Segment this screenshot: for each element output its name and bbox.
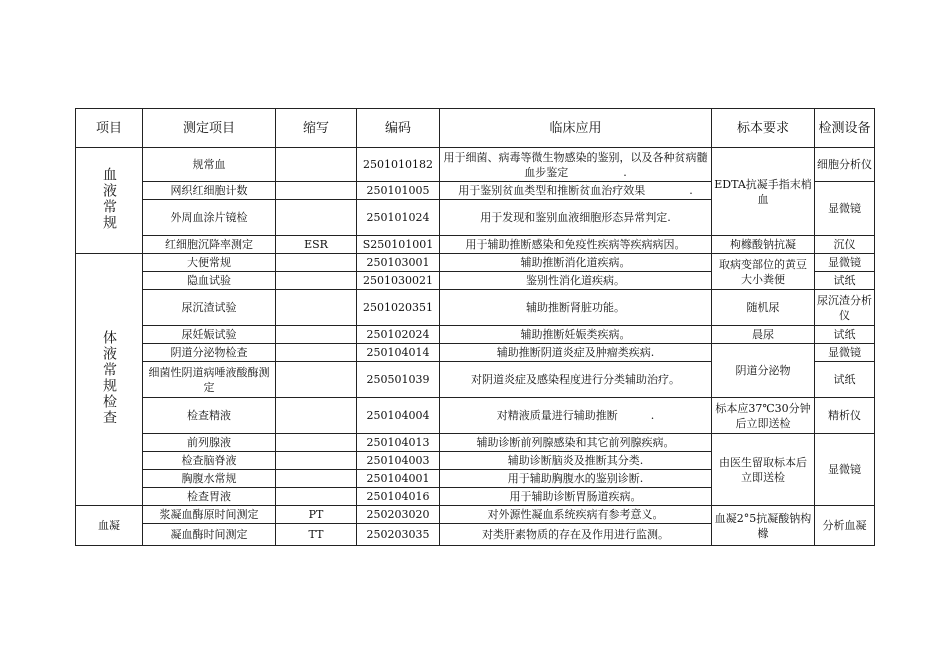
abbr-cell <box>276 290 357 326</box>
item-cell: 检查精液 <box>143 398 276 434</box>
lab-test-table <box>75 108 875 546</box>
group-cell <box>76 254 143 506</box>
header-row <box>76 109 875 148</box>
device-cell: 显微镜 <box>815 182 875 236</box>
use-cell: 辅助诊断前列腺感染和其它前列腺疾病。 <box>440 434 712 452</box>
code-cell: 250104016 <box>357 488 440 506</box>
use-cell: 对类肝素物质的存在及作用进行监测。 <box>440 524 712 546</box>
abbr-cell <box>276 452 357 470</box>
code-cell: 250501039 <box>357 362 440 398</box>
use-cell: 用于辅助胸腹水的鉴别诊断. <box>440 470 712 488</box>
item-cell: 红细胞沉降率测定 <box>143 236 276 254</box>
item-cell: 尿妊娠试验 <box>143 326 276 344</box>
header-cell: 标本要求 <box>712 109 815 148</box>
sample-cell: 标本应37℃30分钟后立即送检 <box>712 398 815 434</box>
table-row <box>76 344 875 362</box>
table-row <box>76 290 875 326</box>
item-cell: 大便常规 <box>143 254 276 272</box>
item-cell: 检查胃液 <box>143 488 276 506</box>
code-cell: 250203020 <box>357 506 440 524</box>
abbr-cell: ESR <box>276 236 357 254</box>
abbr-cell <box>276 398 357 434</box>
header-cell: 项目 <box>76 109 143 148</box>
code-cell: 250102024 <box>357 326 440 344</box>
item-cell: 胸腹水常规 <box>143 470 276 488</box>
item-cell: 外周血涂片镜检 <box>143 200 276 236</box>
use-cell: 用于辅助诊断胃肠道疾病。 <box>440 488 712 506</box>
use-cell: 辅助推断阴道炎症及肿瘤类疾病. <box>440 344 712 362</box>
item-cell: 细菌性阴道病唾液酸酶测定 <box>143 362 276 398</box>
item-cell: 浆凝血酶原时间测定 <box>143 506 276 524</box>
group-label: 体液常规检查 <box>101 329 117 426</box>
use-cell: 用于辅助推断感染和免疫性疾病等疾病病因。 <box>440 236 712 254</box>
device-cell: 试纸 <box>815 272 875 290</box>
table-row <box>76 398 875 434</box>
device-cell: 显微镜 <box>815 254 875 272</box>
group-cell: 血凝 <box>76 506 143 546</box>
code-cell: 250104013 <box>357 434 440 452</box>
code-cell: 250203035 <box>357 524 440 546</box>
item-cell: 检查脑脊液 <box>143 452 276 470</box>
code-cell: 250104004 <box>357 398 440 434</box>
abbr-cell <box>276 182 357 200</box>
use-cell: 对阴道炎症及感染程度进行分类辅助治疗。 <box>440 362 712 398</box>
item-cell: 尿沉渣试验 <box>143 290 276 326</box>
use-cell: 用于鉴别贫血类型和推断贫血治疗效果 . <box>440 182 712 200</box>
device-cell: 显微镜 <box>815 344 875 362</box>
table-row <box>76 254 875 272</box>
use-cell: 鉴别性消化道疾病。 <box>440 272 712 290</box>
use-cell: 辅助推断妊娠类疾病。 <box>440 326 712 344</box>
abbr-cell <box>276 344 357 362</box>
item-cell: 规常血 <box>143 148 276 182</box>
abbr-cell <box>276 200 357 236</box>
abbr-cell <box>276 434 357 452</box>
abbr-cell <box>276 254 357 272</box>
code-cell: 250101005 <box>357 182 440 200</box>
header-cell: 检测设备 <box>815 109 875 148</box>
abbr-cell <box>276 272 357 290</box>
use-cell: 对精液质量进行辅助推断 . <box>440 398 712 434</box>
sample-cell: EDTA抗凝手指末梢血 <box>712 148 815 236</box>
group-label: 血液常规 <box>101 166 117 231</box>
code-cell: 250104001 <box>357 470 440 488</box>
abbr-cell <box>276 470 357 488</box>
header-cell: 测定项目 <box>143 109 276 148</box>
device-cell: 细胞分析仪 <box>815 148 875 182</box>
sample-cell: 晨尿 <box>712 326 815 344</box>
sample-cell: 枸橼酸钠抗凝 <box>712 236 815 254</box>
item-cell: 阴道分泌物检查 <box>143 344 276 362</box>
device-cell: 试纸 <box>815 326 875 344</box>
abbr-cell <box>276 488 357 506</box>
abbr-cell <box>276 362 357 398</box>
table-row <box>76 326 875 344</box>
use-cell: 辅助推断消化道疾病。 <box>440 254 712 272</box>
item-cell: 网织红细胞计数 <box>143 182 276 200</box>
device-cell: 显微镜 <box>815 434 875 506</box>
table-row <box>76 236 875 254</box>
abbr-cell <box>276 148 357 182</box>
code-cell: S250101001 <box>357 236 440 254</box>
code-cell: 2501020351 <box>357 290 440 326</box>
header-cell: 缩写 <box>276 109 357 148</box>
abbr-cell: PT <box>276 506 357 524</box>
sample-cell: 血凝2°5抗凝酸钠构橼 <box>712 506 815 546</box>
table-row <box>76 506 875 524</box>
use-cell: 辅助推断肾脏功能。 <box>440 290 712 326</box>
table-row <box>76 434 875 452</box>
code-cell: 250104014 <box>357 344 440 362</box>
header-cell: 临床应用 <box>440 109 712 148</box>
device-cell: 沉仪 <box>815 236 875 254</box>
device-cell: 试纸 <box>815 362 875 398</box>
sample-cell: 阴道分泌物 <box>712 344 815 398</box>
item-cell: 凝血酶时间测定 <box>143 524 276 546</box>
use-cell: 用于发现和鉴别血液细胞形态异常判定. <box>440 200 712 236</box>
sample-cell: 由医生留取标本后立即送检 <box>712 434 815 506</box>
code-cell: 250104003 <box>357 452 440 470</box>
use-cell: 用于细菌、病毒等微生物感染的鉴别，以及各种贫病髓血步鉴定 . <box>440 148 712 182</box>
header-cell: 编码 <box>357 109 440 148</box>
device-cell: 尿沉渣分析仪 <box>815 290 875 326</box>
use-cell: 对外源性凝血系统疾病有参考意义。 <box>440 506 712 524</box>
code-cell: 2501030021 <box>357 272 440 290</box>
table-row <box>76 148 875 182</box>
sample-cell: 取病变部位的黄豆大小粪便 <box>712 254 815 290</box>
item-cell: 前列腺液 <box>143 434 276 452</box>
abbr-cell: TT <box>276 524 357 546</box>
sample-cell: 随机尿 <box>712 290 815 326</box>
use-cell: 辅助诊断脑炎及推断其分类. <box>440 452 712 470</box>
group-cell <box>76 148 143 254</box>
code-cell: 250103001 <box>357 254 440 272</box>
abbr-cell <box>276 326 357 344</box>
device-cell: 精析仪 <box>815 398 875 434</box>
device-cell: 分析血凝 <box>815 506 875 546</box>
code-cell: 2501010182 <box>357 148 440 182</box>
code-cell: 250101024 <box>357 200 440 236</box>
item-cell: 隐血试验 <box>143 272 276 290</box>
